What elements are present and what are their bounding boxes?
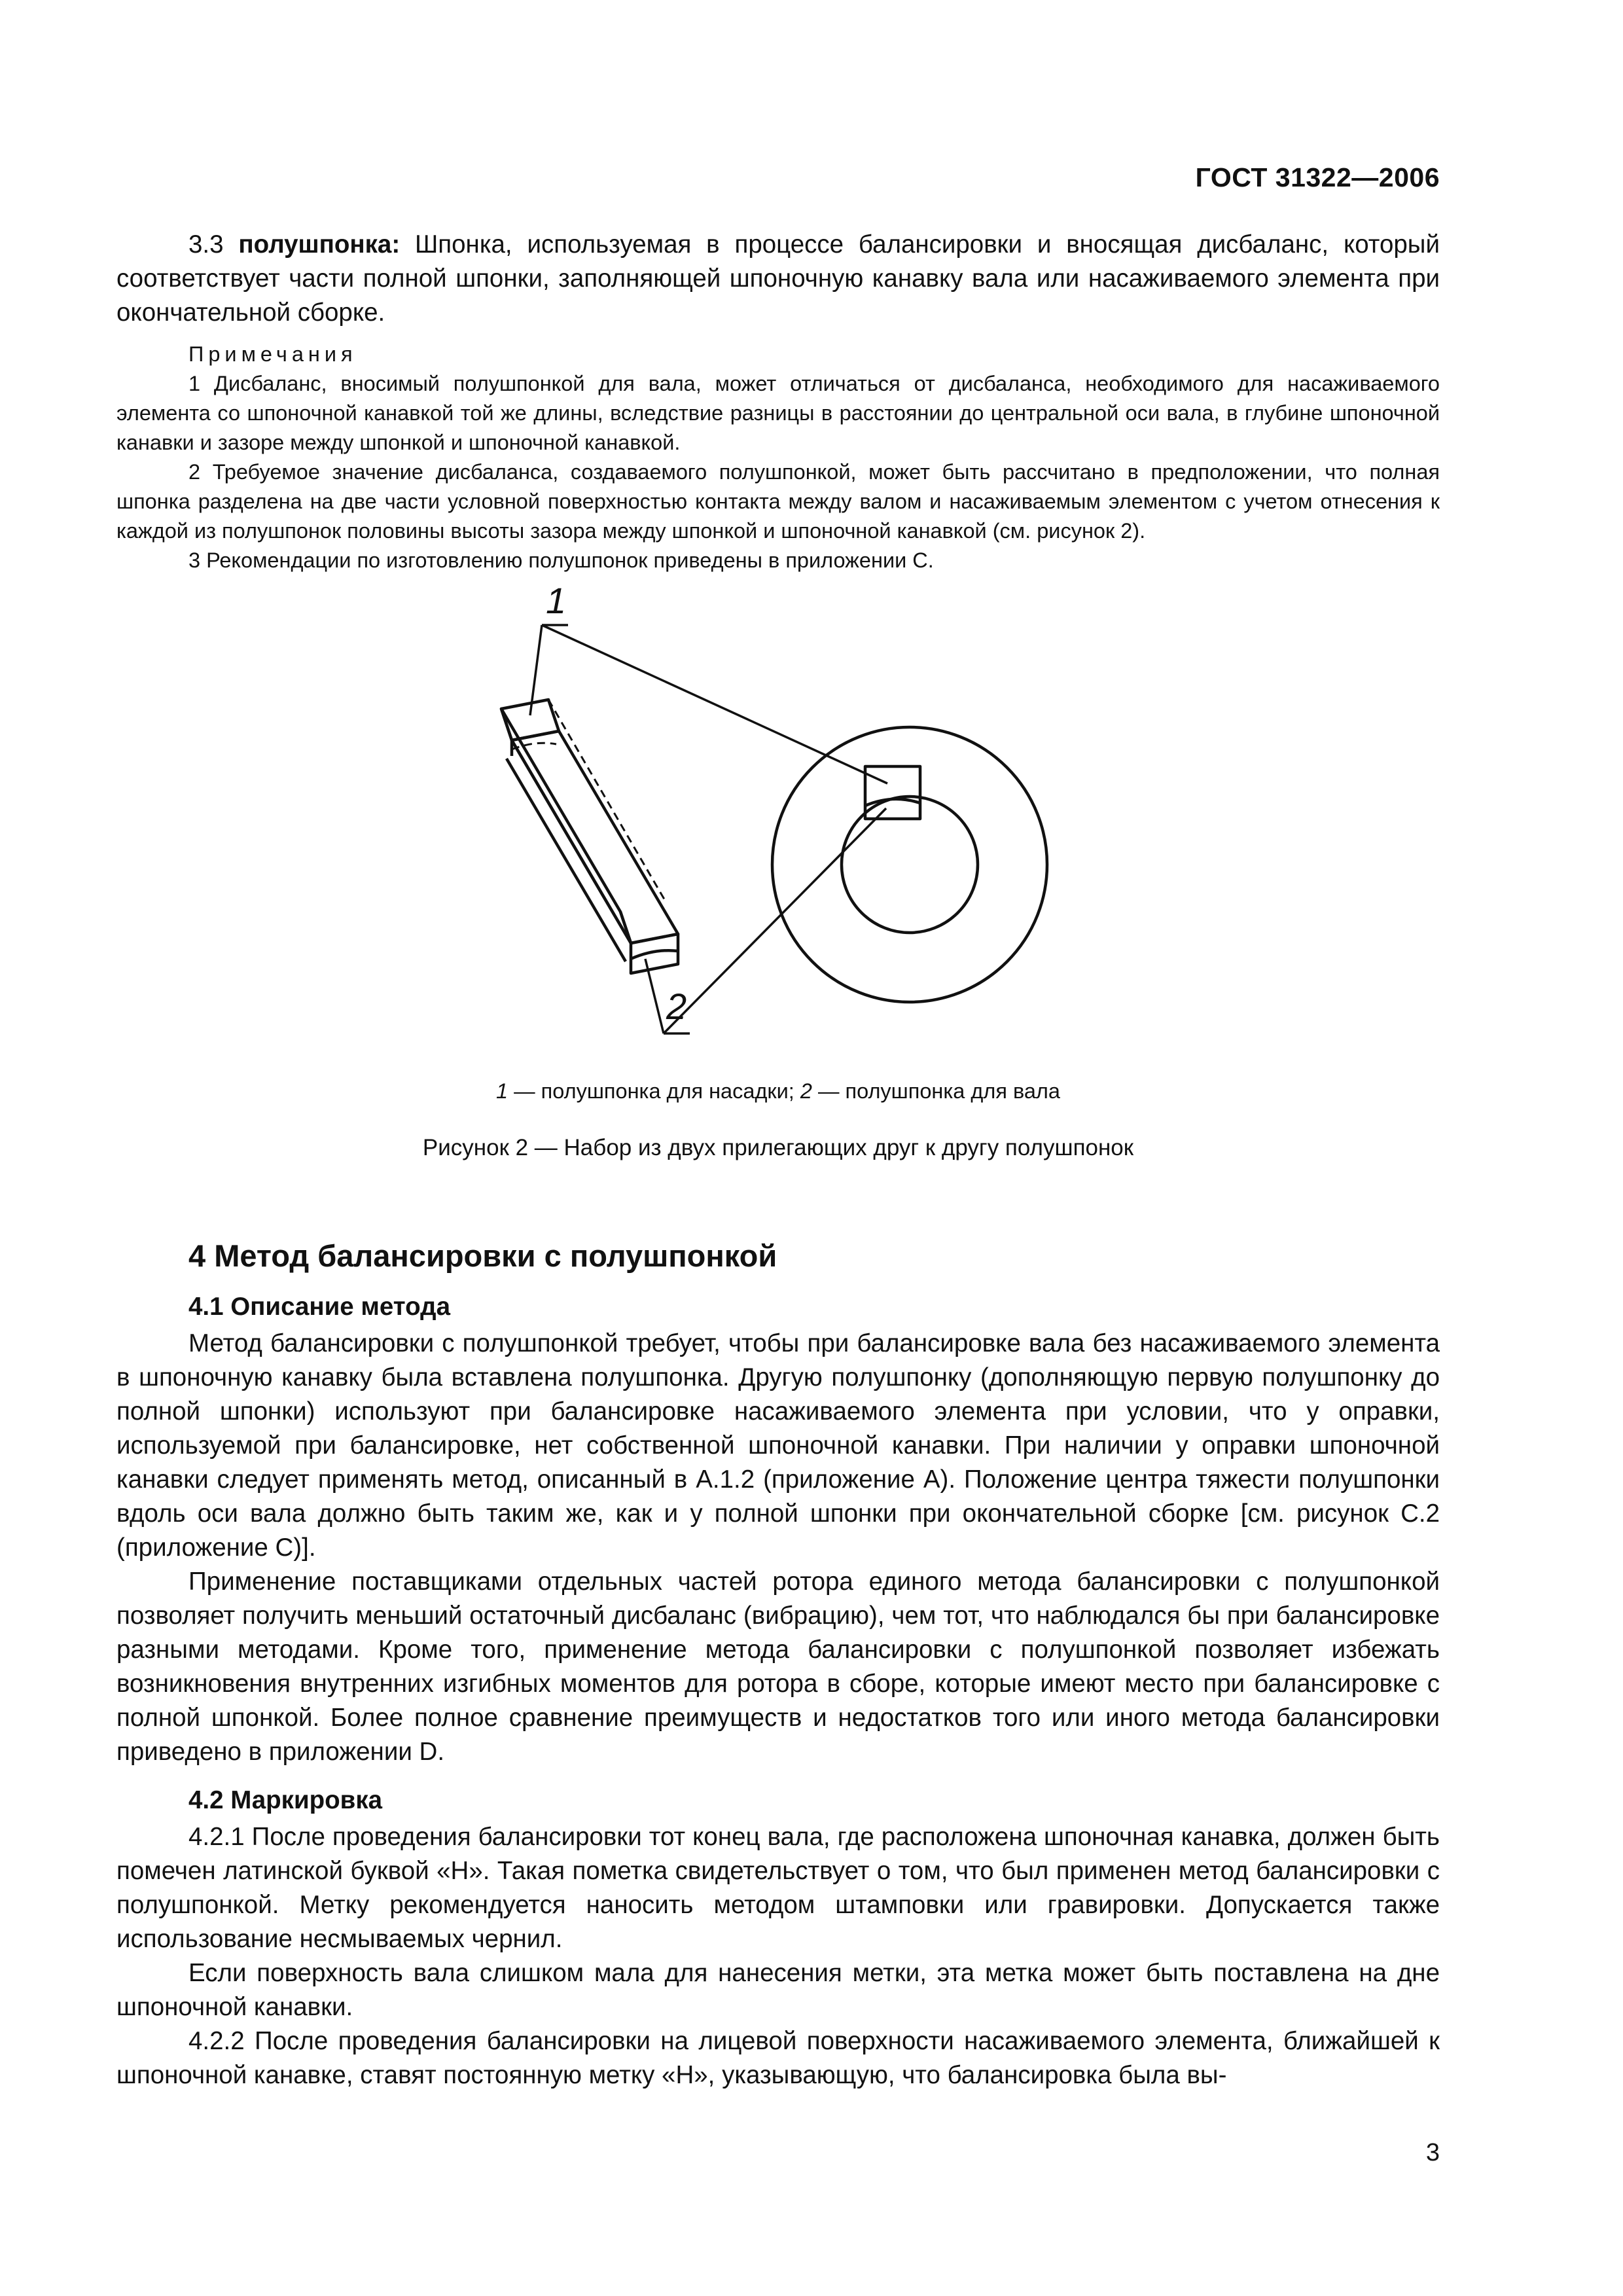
legend-text-2: — полушпонка для вала — [812, 1079, 1060, 1103]
figure-drawing — [116, 595, 1440, 1092]
legend-text-1: — полушпонка для насадки; — [508, 1079, 800, 1103]
key-split-line — [507, 759, 626, 961]
key-end-arc — [631, 950, 678, 959]
page-content — [116, 228, 1440, 2092]
notes-heading: Примечания — [188, 342, 357, 366]
paragraph-4-2-1-b: Если поверхность вала слишком мала для нанесения метки, эта метка может быть поставлена на дне шпоночной канавки. — [116, 1959, 1440, 2021]
subsection-4-1-heading: 4.1 Описание метода — [188, 1293, 451, 1321]
leader-1-to-disc — [542, 625, 887, 783]
term-number: 3.3 — [188, 230, 224, 259]
standard-header: ГОСТ 31322—2006 — [1195, 162, 1440, 192]
figure-legend — [116, 1079, 1440, 1103]
legend-num-1: 1 — [496, 1079, 508, 1103]
note-3: 3 Рекомендации по изготовлению полушпонок приведены в приложении С. — [188, 548, 934, 572]
term-definition-text: Шпонка, используемая в процессе балансировки и вносящая дисбаланс, который соответствует части полной шпонки, заполняющей шпоночную канавку вала или насаживаемого элемента при окончательной сборке. — [116, 230, 1440, 327]
figure-title: Рисунок 2 — Набор из двух прилегающих друг к другу полушпонок — [422, 1135, 1134, 1160]
keyway-arc — [865, 799, 920, 806]
term-definition — [116, 228, 1440, 330]
paragraph-4-1-a: Метод балансировки с полушпонкой требует, чтобы при балансировке вала без насаживаемого элемента в шпоночную канавку была вставлена полушпонка. Другую полушпонку (дополняющую первую полушпонку до полной шпонки) используют при балансировке насаживаемого элемента при условии, что у оправки, используемой при балансировке, нет собственной шпоночной канавки. При наличии у оправки шпоночной канавки следует применять метод, описанный в А.1.2 (приложение А). Положение центра тяжести полушпонки вдоль оси вала должно быть таким же, как и у полной шпонки при окончательной сборке [см. рисунок С.2 (приложение С)]. — [116, 1329, 1440, 1562]
keyway-square — [865, 766, 920, 819]
section-4-heading: 4 Метод балансировки с полушпонкой — [188, 1238, 777, 1273]
key-hidden-arc — [512, 743, 556, 749]
page-number: 3 — [1425, 2139, 1440, 2166]
key-end-face — [631, 934, 678, 973]
note-2: 2 Требуемое значение дисбаланса, создаваемого полушпонкой, может быть рассчитано в предположении, что полная шпонка разделена на две части условной поверхностью контакта между валом и насаживаемым элементом с учетом отнесения к каждой из полушпонок половины высоты зазора между шпонкой и шпоночной канавкой (см. рисунок 2). — [116, 460, 1440, 543]
legend-num-2: 2 — [800, 1079, 812, 1103]
paragraph-4-2-2: 4.2.2 После проведения балансировки на лицевой поверхности насаживаемого элемента, ближайшей к шпоночной канавке, ставят постоянную метку «Н», указывающую, что балансировка была вы- — [116, 2027, 1440, 2089]
note-1: 1 Дисбаланс, вносимый полушпонкой для вала, может отличаться от дисбаланса, необходимого для насаживаемого элемента со шпоночной канавкой той же длины, вследствие разницы в расстоянии до центральной оси вала, в глубине шпоночной канавки и зазоре между шпонкой и шпоночной канавкой. — [116, 372, 1440, 454]
term-name: полушпонка: — [238, 230, 401, 259]
figure-label-1: 1 — [546, 580, 567, 621]
inner-bore — [842, 797, 978, 933]
paragraph-4-1-b: Применение поставщиками отдельных частей ротора единого метода балансировки с полушпонкой позволяет получить меньший остаточный дисбаланс (вибрацию), чем тот, что наблюдался бы при балансировке разными методами. Кроме того, применение метода балансировки с полушпонкой позволяет избежать возникновения внутренних изгибных моментов для ротора в сборе, которые имеют место при балансировке с полной шпонкой. Более полное сравнение преимуществ и недостатков того или иного метода балансировки приведено в приложении D. — [116, 1568, 1440, 1766]
outer-disc — [772, 727, 1047, 1002]
subsection-4-2-heading: 4.2 Маркировка — [188, 1786, 383, 1814]
figure-2 — [116, 580, 1440, 1348]
figure-label-2: 2 — [666, 986, 687, 1027]
key-hidden-edge — [548, 700, 666, 903]
paragraph-4-2-1: 4.2.1 После проведения балансировки тот конец вала, где расположена шпоночная канавка, должен быть помечен латинской буквой «Н». Такая пометка свидетельствует о том, что был применен метод балансировки с полушпонкой. Метку рекомендуется наносить методом штамповки или гравировки. Допускается также использование несмываемых чернил. — [116, 1823, 1440, 1953]
